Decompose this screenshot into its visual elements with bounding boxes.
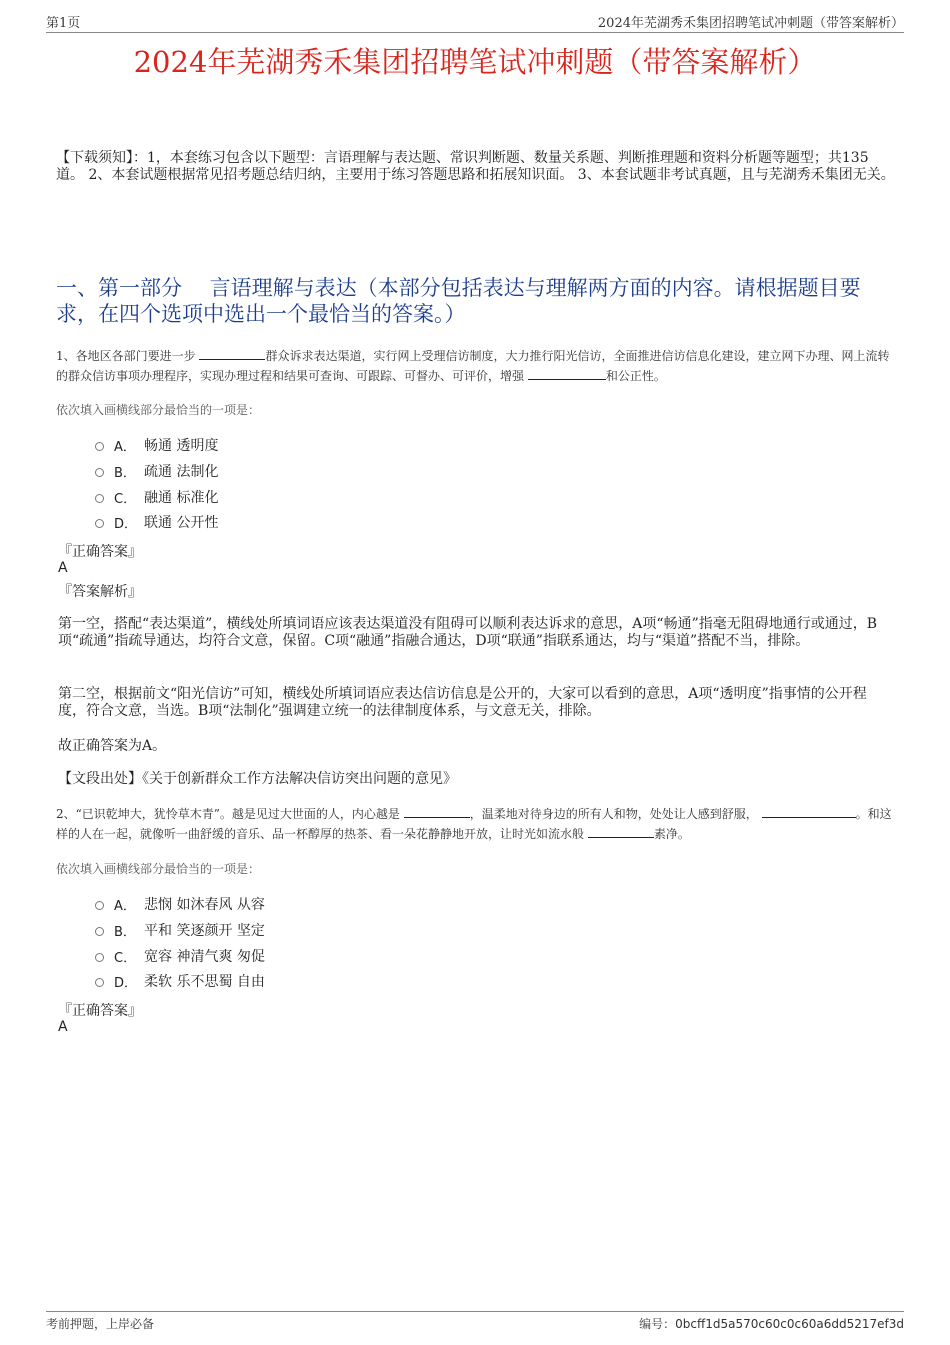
option-letter: C． — [114, 491, 137, 507]
question-2-option-c[interactable] — [95, 946, 265, 966]
question-1-option-c[interactable] — [95, 487, 218, 507]
option-text: 宽容 神清气爽 匆促 — [144, 949, 265, 965]
radio-icon[interactable] — [95, 953, 104, 962]
document-code-label: 编号： — [639, 1317, 676, 1331]
download-notice: 【下载须知】：1，本套练习包含以下题型：言语理解与表达题、常识判断题、数量关系题、判断推理题和资料分析题等题型；共135道。 2、本套试题根据常见招考题总结归纳，主要用于练习答题思路和拓展知识面。 3、本套试题非考试真题，且与芜湖秀禾集团无关。 — [56, 150, 895, 183]
radio-icon[interactable] — [95, 978, 104, 987]
question-2-text-b: ，温柔地对待身边的所有人和物，处处让人感到舒服， — [469, 807, 762, 821]
correct-answer-label: 『正确答案』 — [58, 1003, 142, 1019]
radio-icon[interactable] — [95, 519, 104, 528]
question-2-option-b[interactable] — [95, 920, 265, 940]
question-1-hint: 依次填入画横线部分最恰当的一项是： — [56, 403, 261, 417]
option-text: 畅通 透明度 — [144, 438, 219, 454]
radio-icon[interactable] — [95, 442, 104, 451]
question-1-stem — [56, 346, 896, 386]
analysis-conclusion: 故正确答案为A。 — [58, 738, 167, 754]
option-text: 平和 笑逐颜开 坚定 — [144, 923, 265, 939]
option-text: 联通 公开性 — [144, 515, 219, 531]
correct-answer-label: 『正确答案』 — [58, 544, 142, 560]
radio-icon[interactable] — [95, 901, 104, 910]
option-letter: A． — [114, 439, 136, 455]
correct-answer-value: A — [58, 1019, 68, 1035]
question-2-text-d: 素净。 — [653, 827, 690, 841]
answer-analysis-label: 『答案解析』 — [58, 584, 142, 600]
question-2-text-a: 2、“已识乾坤大，犹怜草木青”。越是见过大世面的人，内心越是 — [56, 807, 404, 821]
question-1-text-c: 和公正性。 — [605, 369, 666, 383]
option-text: 柔软 乐不思蜀 自由 — [144, 974, 265, 990]
header-divider — [46, 32, 904, 33]
question-2-text-c: 。和这样的人在一起，就像听一曲舒缓的音乐、品一杯醇厚的热茶、看一朵花静静地开放，让时光如流水般 — [56, 807, 892, 841]
answer-blank — [528, 367, 606, 380]
analysis-paragraph-2: 第二空，根据前文“阳光信访”可知，横线处所填词语应表达信访信息是公开的，大家可以看到的意思，A项“透明度”指事情的公开程度，符合文意，当选。B项“法制化”强调建立统一的法律制度体系，与文意无关，排除。 — [58, 686, 867, 719]
radio-icon[interactable] — [95, 468, 104, 477]
question-1-option-d[interactable] — [95, 512, 218, 532]
section-heading: 一、第一部分 言语理解与表达（本部分包括表达与理解两方面的内容。请根据题目要求，在四个选项中选出一个最恰当的答案。） — [56, 276, 861, 326]
question-2-stem — [56, 804, 896, 844]
question-2-option-a[interactable] — [95, 894, 265, 914]
option-text: 疏通 法制化 — [144, 464, 219, 480]
answer-blank — [588, 825, 654, 838]
question-1-option-b[interactable] — [95, 461, 218, 481]
document-code — [639, 1315, 904, 1332]
option-letter: B． — [114, 924, 136, 940]
question-2-hint: 依次填入画横线部分最恰当的一项是： — [56, 862, 261, 876]
footer-divider — [46, 1311, 904, 1312]
text-source: 【文段出处】《关于创新群众工作方法解决信访突出问题的意见》 — [58, 771, 457, 787]
answer-blank — [762, 805, 856, 818]
footer-slogan: 考前押题，上岸必备 — [46, 1317, 155, 1331]
question-1-text-a: 1、各地区各部门要进一步 — [56, 349, 200, 363]
option-letter: B． — [114, 465, 136, 481]
question-1-text-b: 群众诉求表达渠道，实行网上受理信访制度，大力推行阳光信访，全面推进信访信息化建设，建立网下办理、网上流转的群众信访事项办理程序，实现办理过程和结果可查询、可跟踪、可督办、可评价，增强 — [56, 349, 890, 383]
answer-blank — [199, 347, 265, 360]
radio-icon[interactable] — [95, 927, 104, 936]
correct-answer-value: A — [58, 560, 68, 576]
running-header-title: 2024年芜湖秀禾集团招聘笔试冲刺题（带答案解析） — [597, 16, 904, 31]
radio-icon[interactable] — [95, 494, 104, 503]
option-text: 融通 标准化 — [144, 490, 219, 506]
option-letter: C． — [114, 950, 137, 966]
option-letter: D． — [114, 975, 138, 991]
answer-blank — [404, 805, 470, 818]
option-letter: D． — [114, 516, 138, 532]
analysis-paragraph-1: 第一空，搭配“表达渠道”，横线处所填词语应该表达渠道没有阻碍可以顺利表达诉求的意思，A项“畅通”指毫无阻碍地通行或通过，B项“疏通”指疏导通达，均符合文意，保留。C项“融通”指融合通达，D项“联通”指联系通达，均与“渠道”搭配不当，排除。 — [58, 616, 878, 649]
page-title: 2024年芜湖秀禾集团招聘笔试冲刺题（带答案解析） — [133, 45, 817, 79]
question-2-option-d[interactable] — [95, 971, 265, 991]
option-letter: A． — [114, 898, 136, 914]
option-text: 悲悯 如沐春风 从容 — [144, 897, 265, 913]
document-code-value: 0bcff1d5a570c60c0c60a6dd5217ef3d — [675, 1317, 904, 1331]
page-number: 第1页 — [46, 16, 81, 31]
question-1-option-a[interactable] — [95, 435, 218, 455]
